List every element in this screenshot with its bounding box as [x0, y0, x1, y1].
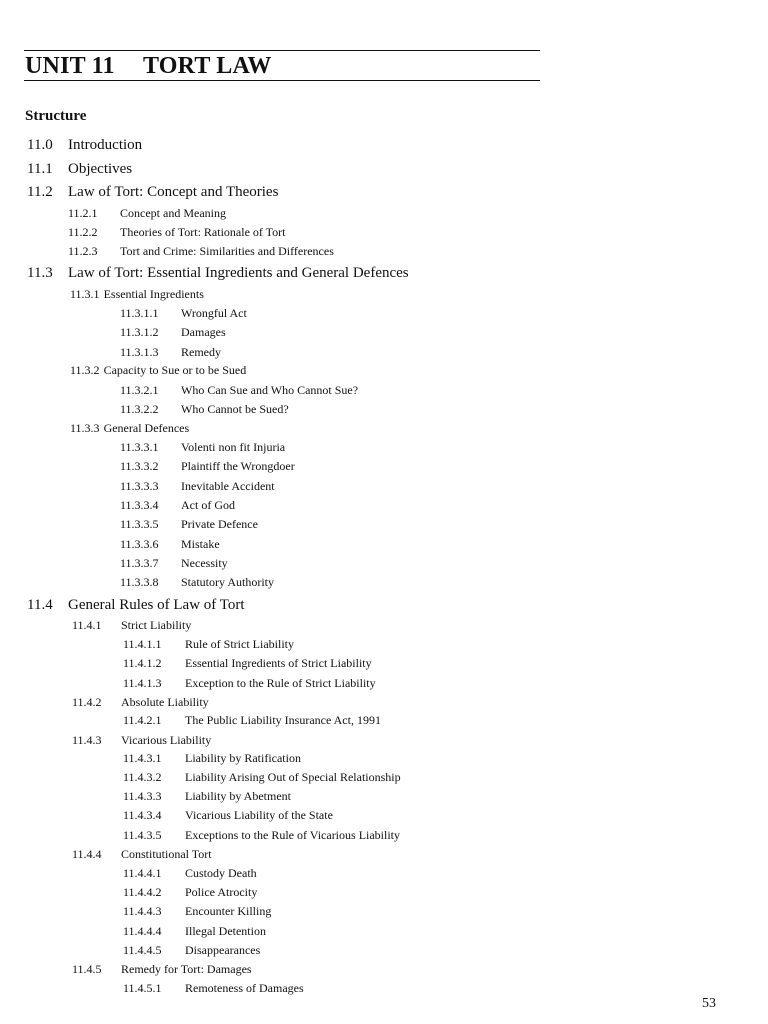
toc-title: Tort and Crime: Similarities and Differences: [120, 244, 334, 258]
toc-number: 11.3.1.2: [120, 325, 159, 339]
toc-title: Disappearances: [185, 943, 261, 957]
toc-entry: [70, 363, 246, 378]
toc-number: 11.3.3.3: [120, 479, 159, 493]
toc-title: Law of Tort: Concept and Theories: [68, 184, 279, 200]
toc-title: Concept and Meaning: [120, 206, 226, 220]
toc-number: 11.2.2: [68, 225, 98, 239]
toc-title: Inevitable Accident: [181, 479, 275, 493]
toc-number: 11.4.2: [72, 695, 102, 709]
toc-title: Vicarious Liability: [121, 733, 212, 747]
toc-number: 11.4.4.2: [123, 885, 162, 899]
structure-heading: Structure: [25, 108, 87, 124]
toc-title: Remoteness of Damages: [185, 981, 304, 995]
toc-number: 11.3.3.5: [120, 517, 159, 531]
toc-number: 11.4.4.1: [123, 866, 162, 880]
toc-number: 11.3.3.1: [120, 440, 159, 454]
unit-number: UNIT 11: [25, 53, 115, 79]
toc-title: Necessity: [181, 556, 228, 570]
toc-number: 11.3: [27, 265, 53, 281]
toc-title: Liability by Ratification: [185, 751, 301, 765]
toc-number: 11.4.3.3: [123, 789, 162, 803]
unit-heading: [25, 53, 272, 80]
toc-number: 11.2.1: [68, 206, 98, 220]
toc-number: 11.2.3: [68, 244, 98, 258]
toc-number: 11.4.3.5: [123, 828, 162, 842]
toc-number: 11.3.2.2: [120, 402, 159, 416]
toc-title: Rule of Strict Liability: [185, 637, 294, 651]
toc-number: 11.4: [27, 597, 53, 613]
toc-number: 11.4.4.4: [123, 924, 162, 938]
toc-number: 11.4.1.2: [123, 656, 162, 670]
unit-title: TORT LAW: [143, 53, 272, 79]
toc-title: Remedy: [181, 345, 221, 359]
toc-number: 11.3.3.8: [120, 575, 159, 589]
header-rule-top: [24, 50, 540, 51]
toc-number: 11.4.3: [72, 733, 102, 747]
toc-number: 11.4.5.1: [123, 981, 162, 995]
toc-title: Plaintiff the Wrongdoer: [181, 459, 295, 473]
page-number: 53: [702, 996, 716, 1011]
toc-number: 11.3.3.7: [120, 556, 159, 570]
toc-title: Constitutional Tort: [121, 847, 212, 861]
toc-title: Police Atrocity: [185, 885, 258, 899]
toc-title: Liability Arising Out of Special Relationship: [185, 770, 401, 784]
toc-title: Private Defence: [181, 517, 258, 531]
toc-number: 11.4.4: [72, 847, 102, 861]
toc-number: 11.4.1.1: [123, 637, 162, 651]
toc-number: 11.4.1: [72, 618, 102, 632]
toc-title: Volenti non fit Injuria: [181, 440, 286, 454]
toc-entry: [70, 421, 189, 436]
toc-title: Capacity to Sue or to be Sued: [103, 363, 247, 377]
toc-title: Exception to the Rule of Strict Liability: [185, 676, 376, 690]
toc-title: Liability by Abetment: [185, 789, 291, 803]
toc-title: Who Cannot be Sued?: [181, 402, 289, 416]
toc-title: Illegal Detention: [185, 924, 266, 938]
toc-number: 11.4.4.5: [123, 943, 162, 957]
toc-title: Mistake: [181, 537, 220, 551]
toc-number: 11.2: [27, 184, 53, 200]
toc-number: 11.4.1.3: [123, 676, 162, 690]
toc-number: 11.4.5: [72, 962, 102, 976]
toc-number: 11.3.2.1: [120, 383, 159, 397]
toc-title: Essential Ingredients: [103, 287, 204, 301]
toc-number: 11.3.3.4: [120, 498, 159, 512]
toc-number: 11.3.3: [70, 421, 100, 435]
toc-title: Custody Death: [185, 866, 257, 880]
toc-number: 11.1: [27, 161, 53, 177]
toc-number: 11.4.4.3: [123, 904, 162, 918]
toc-title: Introduction: [68, 137, 143, 153]
toc-title: The Public Liability Insurance Act, 1991: [185, 713, 381, 727]
toc-title: Theories of Tort: Rationale of Tort: [120, 225, 286, 239]
toc-title: General Defences: [103, 421, 190, 435]
toc-number: 11.3.1.1: [120, 306, 159, 320]
toc-title: Essential Ingredients of Strict Liability: [185, 656, 372, 670]
toc-title: Exceptions to the Rule of Vicarious Liability: [185, 828, 401, 842]
toc-number: 11.4.3.2: [123, 770, 162, 784]
toc-number: 11.3.3.6: [120, 537, 159, 551]
toc-title: Strict Liability: [121, 618, 192, 632]
toc-title: Wrongful Act: [181, 306, 247, 320]
toc-title: Absolute Liability: [121, 695, 209, 709]
header-rule-bottom: [24, 80, 540, 81]
toc-number: 11.4.3.1: [123, 751, 162, 765]
toc-title: Vicarious Liability of the State: [185, 808, 333, 822]
toc-title: Act of God: [181, 498, 235, 512]
toc-title: Who Can Sue and Who Cannot Sue?: [181, 383, 359, 397]
toc-title: Remedy for Tort: Damages: [121, 962, 252, 976]
toc-title: General Rules of Law of Tort: [68, 597, 245, 613]
toc-title: Objectives: [68, 161, 133, 177]
toc-title: Law of Tort: Essential Ingredients and General Defences: [68, 265, 409, 281]
toc-number: 11.3.1.3: [120, 345, 159, 359]
toc-entry: [70, 287, 204, 302]
toc-title: Damages: [181, 325, 226, 339]
toc-number: 11.3.3.2: [120, 459, 159, 473]
toc-title: Statutory Authority: [181, 575, 274, 589]
toc-number: 11.3.1: [70, 287, 100, 301]
toc-number: 11.3.2: [70, 363, 100, 377]
toc-number: 11.0: [27, 137, 53, 153]
toc-title: Encounter Killing: [185, 904, 272, 918]
toc-number: 11.4.2.1: [123, 713, 162, 727]
toc-number: 11.4.3.4: [123, 808, 162, 822]
